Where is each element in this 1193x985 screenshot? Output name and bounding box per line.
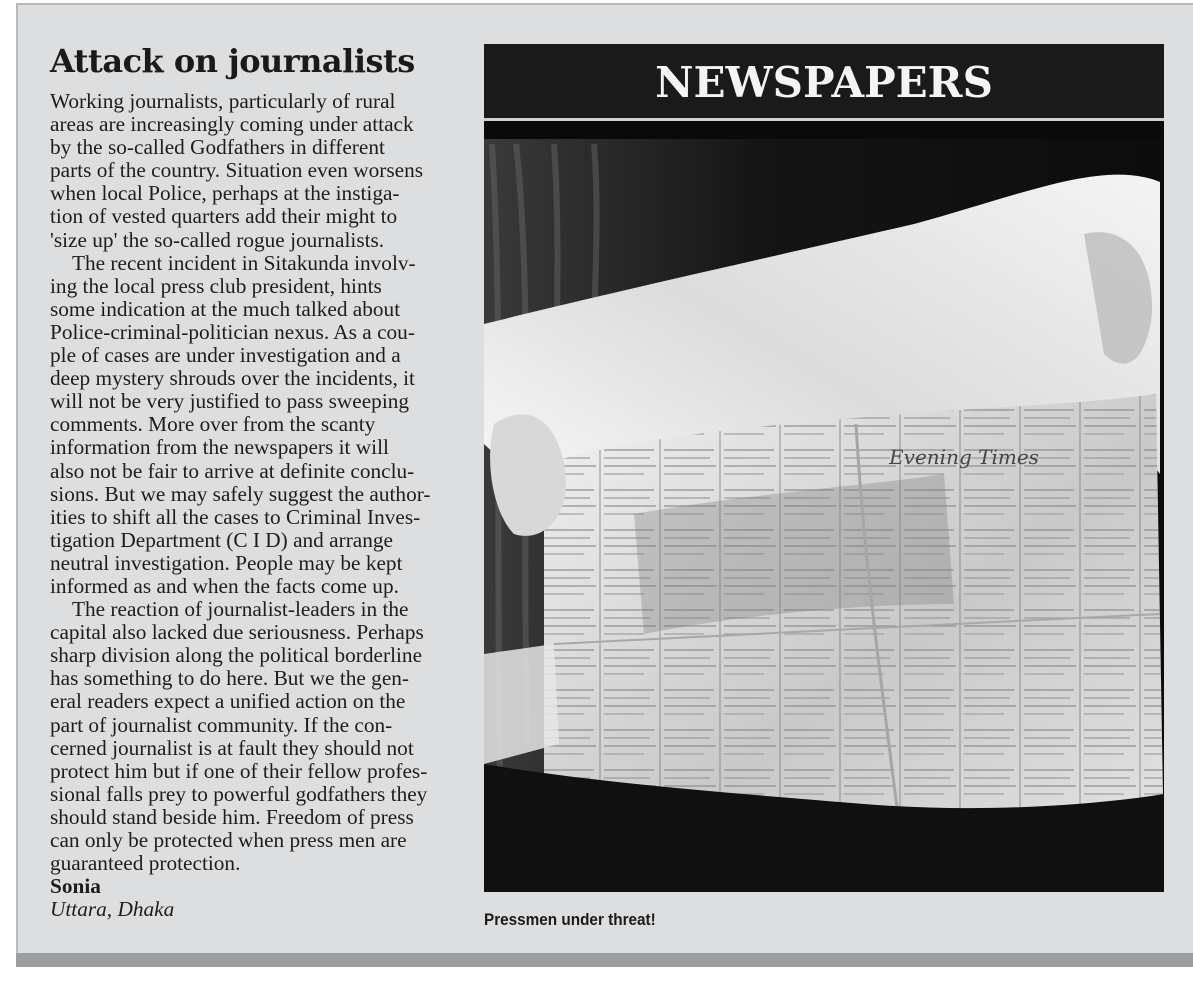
headline: Attack on journalists — [50, 42, 415, 80]
author-name: Sonia — [50, 874, 101, 899]
banner-title: NEWSPAPERS — [655, 58, 993, 107]
figure-caption: Pressmen under threat! — [484, 910, 656, 929]
panel-shadow — [16, 953, 1193, 967]
author-location: Uttara, Dhaka — [50, 897, 175, 922]
masthead-text: Evening Times — [889, 445, 1039, 469]
paragraph-1: Working journalists, particularly of rural areas are increasingly coming under attack by the so-called Godfathers in different parts of the country. Situation even worsens when local Police, perhaps at the instiga- tion of vested quarters add their might to 'size up' the so-called rogue journalists. — [50, 89, 424, 252]
paragraph-2: The recent incident in Sitakunda involv- ing the local press club president, hints some indication at the much talked about Police-criminal-politician nexus. As a cou- ple of cases are under investigation and a deep mystery shrouds over the incidents, it will not be very justified to pass sweeping comments. More over from the scanty information from the newspapers it will also not be fair to arrive at definite conclu- sions. But we may safely suggest the author- ities to shift all the cases to Criminal Inves- tigation Department (C I D) and arrange neutral investigation. People may be kept informed as and when the facts come up. — [50, 250, 431, 598]
paragraph-3: The reaction of journalist-leaders in the capital also lacked due seriousness. Perhaps sharp division along the political borderline has something to do here. But we the gen- eral readers expect a unified action on the part of journalist community. If the con- cerned journalist is at fault they should not protect him but if one of their fellow profes- sional falls prey to powerful godfathers they should stand beside him. Freedom of press can only be protected when press men are guaranteed protection. — [50, 597, 428, 876]
article-body — [50, 90, 460, 921]
newspaper-illustration — [484, 44, 1164, 892]
